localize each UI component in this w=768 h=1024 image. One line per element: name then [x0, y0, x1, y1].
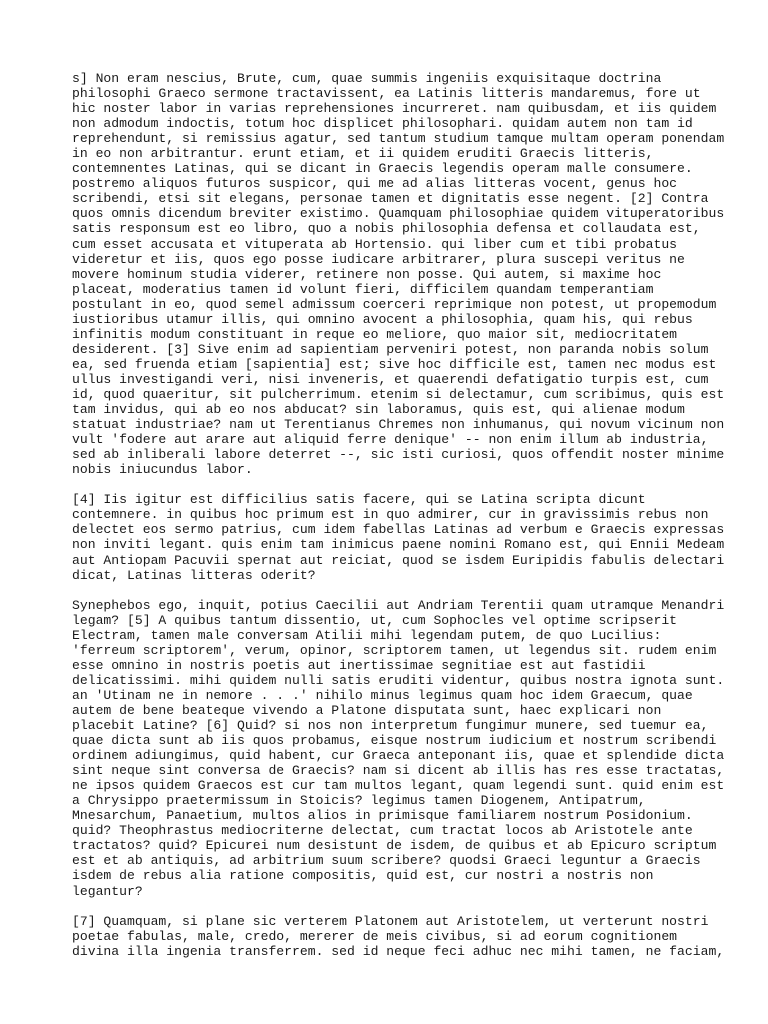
document-page [72, 71, 762, 959]
paragraph-4: [7] Quamquam, si plane sic verterem Platonem aut Aristotelem, ut verterunt nostri poetae fabulas, male, credo, mererer de meis civibus, si ad eorum cognitionem divina illa ingenia transferrem. sed id neque feci adhuc nec mihi tamen, ne faciam, [72, 913, 725, 959]
paragraph-1: s] Non eram nescius, Brute, cum, quae summis ingeniis exquisitaque doctrina philosophi Graeco sermone tractavissent, ea Latinis litteris mandaremus, fore ut hic noster labor in varias reprehensiones incurreret. nam quibusdam, et iis quidem non admodum indoctis, totum hoc displicet philosophari. quidam autem non tam id reprehendunt, si remissius agatur, sed tantum studium tamque multam operam ponendam in eo non arbitrantur. erunt etiam, et ii quidem eruditi Graecis litteris, contemnentes Latinas, qui se dicant in Graecis legendis operam malle consumere. postremo aliquos futuros suspicor, qui me ad alias litteras vocent, genus hoc scribendi, etsi sit elegans, personae tamen et dignitatis esse negent. [2] Contra quos omnis dicendum breviter existimo. Quamquam philosophiae quidem vituperatoribus satis responsum est eo libro, quo a nobis philosophia defensa et collaudata est, cum esset accusata et vituperata ab Hortensio. qui liber cum et tibi probatus videretur et iis, quos ego posse iudicare arbitrarer, plura suscepi veritus ne movere hominum studia viderer, retinere non posse. Qui autem, si maxime hoc placeat, moderatius tamen id volunt fieri, difficilem quandam temperantiam postulant in eo, quod semel admissum coerceri reprimique non potest, ut propemodum iustioribus utamur illis, qui omnino avocent a philosophia, quam his, qui rebus infinitis modum constituant in reque eo meliore, quo maior sit, mediocritatem desiderent. [3] Sive enim ad sapientiam perveniri potest, non paranda nobis solum ea, sed fruenda etiam [sapientia] est; sive hoc difficile est, tamen nec modus est ullus investigandi veri, nisi inveneris, et quaerendi defatigatio turpis est, cum id, quod quaeritur, sit pulcherrimum. etenim si delectamur, cum scribimus, quis est tam invidus, qui ab eo nos abducat? sin laboramus, quis est, qui alienae modum statuat industriae? nam ut Terentianus Chremes non inhumanus, qui novum vicinum non vult 'fodere aut arare aut aliquid ferre denique' -- non enim illum ab industria, sed ab inliberali labore deterret --, sic isti curiosi, quos offendit noster minime nobis iniucundus labor. [72, 71, 725, 478]
paragraph-2: [4] Iis igitur est difficilius satis facere, qui se Latina scripta dicunt contemnere. in quibus hoc primum est in quo admirer, cur in gravissimis rebus non delectet eos sermo patrius, cum idem fabellas Latinas ad verbum e Graecis expressas non inviti legant. quis enim tam inimicus paene nomini Romano est, qui Ennii Medeam aut Antiopam Pacuvii spernat aut reiciat, quod se isdem Euripidis fabulis delectari dicat, Latinas litteras oderit? [72, 492, 725, 583]
paragraph-3: Synephebos ego, inquit, potius Caecilii aut Andriam Terentii quam utramque Menandri legam? [5] A quibus tantum dissentio, ut, cum Sophocles vel optime scripserit Electram, tamen male conversam Atilii mihi legendam putem, de quo Lucilius: 'ferreum scriptorem', verum, opinor, scriptorem tamen, ut legendus sit. rudem enim esse omnino in nostris poetis aut inertissimae segnitiae est aut fastidii delicatissimi. mihi quidem nulli satis eruditi videntur, quibus nostra ignota sunt. an 'Utinam ne in nemore . . .' nihilo minus legimus quam hoc idem Graecum, quae autem de bene beateque vivendo a Platone disputata sunt, haec explicari non placebit Latine? [6] Quid? si nos non interpretum fungimur munere, sed tuemur ea, quae dicta sunt ab iis quos probamus, eisque nostrum iudicium et nostrum scribendi ordinem adiungimus, quid habent, cur Graeca anteponant iis, quae et splendide dicta sint neque sint conversa de Graecis? nam si dicent ab illis has res esse tractatas, ne ipsos quidem Graecos est cur tam multos legant, quam legendi sunt. quid enim est a Chrysippo praetermissum in Stoicis? legimus tamen Diogenem, Antipatrum, Mnesarchum, Panaetium, multos alios in primisque familiarem nostrum Posidonium. quid? Theophrastus mediocriterne delectat, cum tractat locos ab Aristotele ante tractatos? quid? Epicurei num desistunt de isdem, de quibus et ab Epicuro scriptum est et ab antiquis, ad arbitrium suum scribere? quodsi Graeci leguntur a Graecis isdem de rebus alia ratione compositis, quid est, cur nostri a nostris non legantur? [72, 597, 725, 899]
